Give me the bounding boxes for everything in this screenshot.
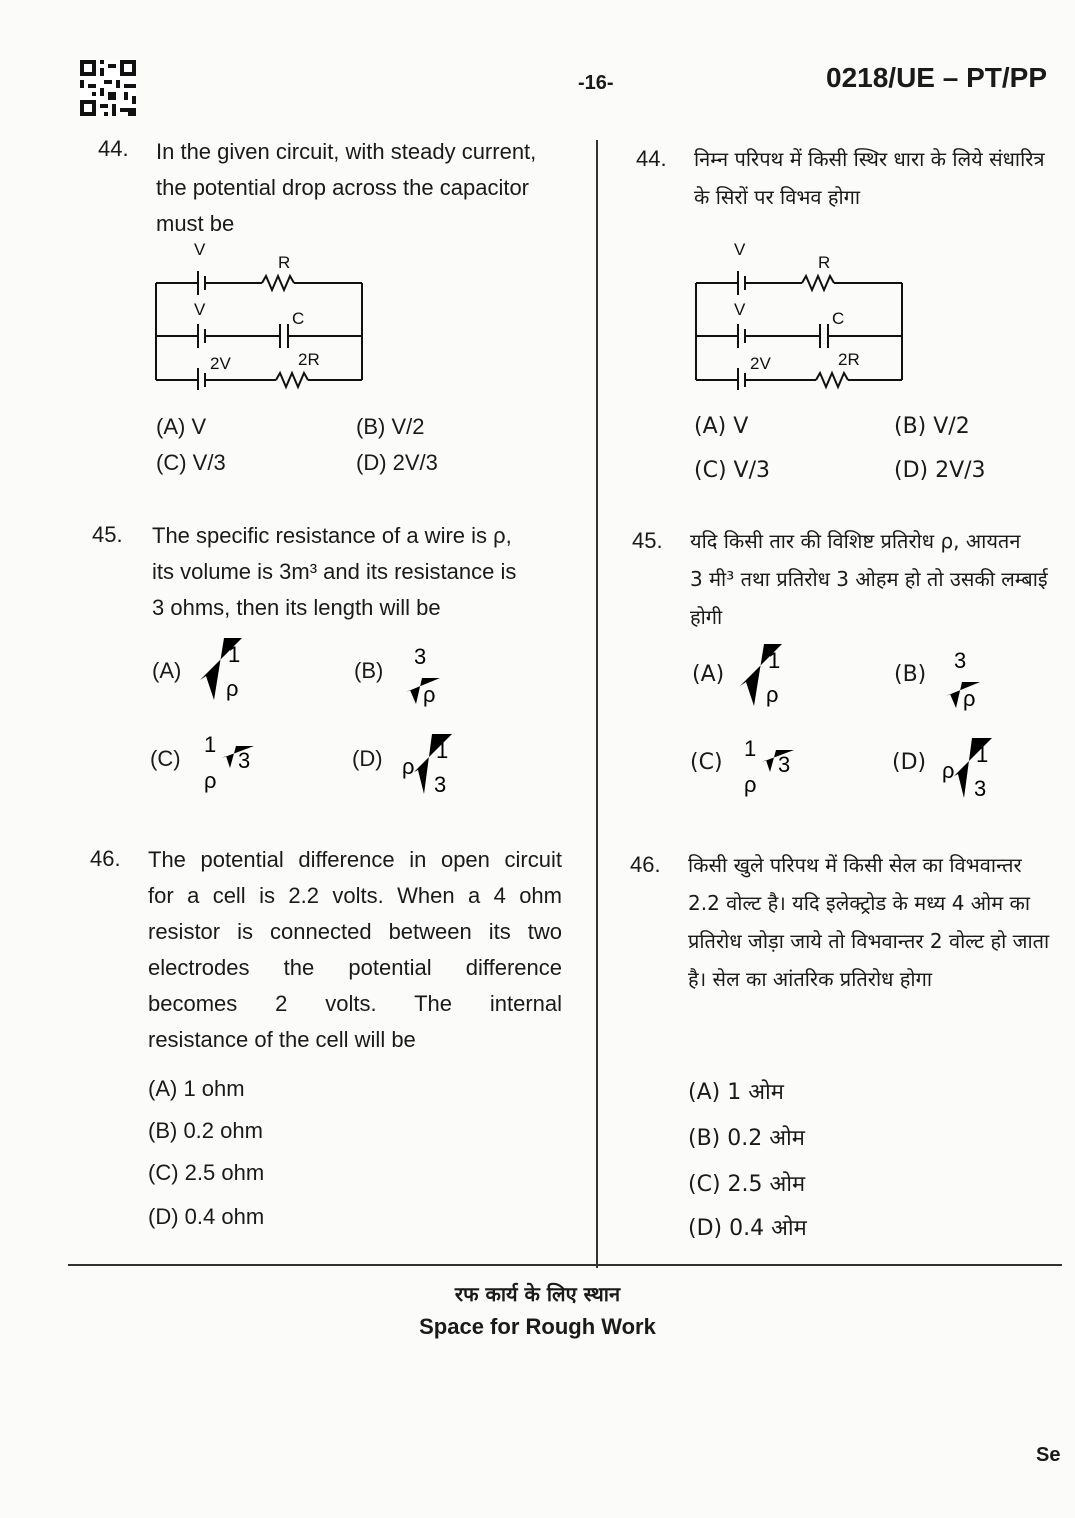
label-bot-r: 2R bbox=[298, 350, 320, 369]
label-bot-r: 2R bbox=[838, 350, 860, 369]
label-top-v: V bbox=[734, 240, 746, 259]
option-d[interactable]: (D) bbox=[352, 746, 383, 771]
question-number: 45. bbox=[92, 522, 123, 547]
question-line: 2.2 वोल्ट है। यदि इलेक्ट्रोड के मध्य 4 ओम का bbox=[688, 891, 1031, 915]
question-line: The specific resistance of a wire is ρ, bbox=[152, 523, 512, 548]
question-line: यदि किसी तार की विशिष्ट प्रतिरोध ρ, आयतन bbox=[690, 529, 1021, 553]
formula-3-over-sqrt-rho bbox=[940, 644, 990, 714]
numerator: 1 bbox=[228, 642, 241, 667]
numerator: 3 bbox=[954, 648, 967, 673]
question-line: के सिरों पर विभव होगा bbox=[694, 185, 861, 209]
option-a[interactable]: (A) bbox=[692, 662, 725, 687]
denominator: ρ bbox=[204, 768, 217, 793]
formula-3-over-sqrt-rho bbox=[400, 640, 450, 710]
numerator: 3 bbox=[414, 644, 427, 669]
column-divider bbox=[596, 140, 598, 1268]
question-46-text bbox=[688, 846, 1066, 998]
numerator: 1 bbox=[744, 736, 757, 761]
question-number: 46. bbox=[90, 846, 121, 871]
question-line: 3 मी³ तथा प्रतिरोध 3 ओहम हो तो उसकी लम्बाई bbox=[690, 567, 1048, 591]
circuit-diagram bbox=[150, 238, 370, 390]
question-line: for a cell is 2.2 volts. When a 4 ohm bbox=[148, 883, 562, 908]
denominator: 3 bbox=[434, 772, 447, 797]
question-line: resistor is connected between its two bbox=[148, 919, 562, 944]
page-corner-text: Se bbox=[1036, 1444, 1061, 1466]
label-mid-v: V bbox=[734, 300, 746, 319]
option-b[interactable]: (B) V/2 bbox=[894, 414, 970, 439]
question-line: निम्न परिपथ में किसी स्थिर धारा के लिये संधारित्र bbox=[694, 147, 1045, 171]
option-a[interactable]: (A) bbox=[152, 658, 182, 683]
numerator: 1 bbox=[976, 742, 989, 767]
question-line: resistance of the cell will be bbox=[148, 1027, 416, 1052]
page-number: -16- bbox=[578, 72, 614, 94]
question-45-text bbox=[152, 518, 572, 626]
denominator: 3 bbox=[974, 776, 987, 801]
question-44-text bbox=[156, 134, 576, 242]
denominator: ρ bbox=[423, 682, 436, 707]
option-a[interactable]: (A) V bbox=[694, 414, 749, 439]
option-d[interactable]: (D) 0.4 ओम bbox=[688, 1216, 807, 1241]
option-b[interactable]: (B) V/2 bbox=[356, 414, 425, 439]
option-b[interactable]: (B) 0.2 ohm bbox=[148, 1118, 263, 1143]
question-number: 46. bbox=[630, 852, 661, 877]
radicand: 3 bbox=[238, 748, 251, 773]
denominator: ρ bbox=[963, 686, 976, 711]
option-d[interactable]: (D) bbox=[892, 750, 927, 775]
formula-rho-sqrt-1-over-3 bbox=[400, 730, 460, 802]
label-mid-c: C bbox=[832, 309, 845, 328]
question-line: किसी खुले परिपथ में किसी सेल का विभवान्तर bbox=[688, 853, 1022, 877]
option-c[interactable]: (C) 2.5 ओम bbox=[688, 1172, 806, 1197]
question-line: the potential drop across the capacitor bbox=[156, 175, 530, 200]
label-mid-v: V bbox=[194, 300, 206, 319]
paper-code: 0218/UE – PT/PP bbox=[826, 62, 1048, 93]
footer-divider bbox=[68, 1264, 1062, 1266]
question-line: है। सेल का आंतरिक प्रतिरोध होगा bbox=[688, 967, 933, 991]
formula-sqrt-1-over-rho bbox=[196, 634, 246, 706]
option-c[interactable]: (C) V/3 bbox=[156, 450, 226, 475]
label-bot-v: 2V bbox=[210, 354, 231, 373]
formula-root3-over-rho bbox=[736, 734, 806, 804]
label-top-v: V bbox=[194, 240, 206, 259]
formula-sqrt-1-over-rho bbox=[736, 640, 786, 712]
option-b[interactable]: (B) 0.2 ओम bbox=[688, 1126, 805, 1151]
circuit-diagram bbox=[690, 238, 910, 390]
option-b[interactable]: (B) bbox=[894, 662, 927, 687]
question-45-text bbox=[690, 522, 1066, 636]
question-number: 44. bbox=[98, 136, 129, 161]
numerator: 1 bbox=[768, 648, 781, 673]
denominator: ρ bbox=[744, 772, 757, 797]
question-line: होगी bbox=[690, 605, 723, 629]
radicand: 3 bbox=[778, 752, 791, 777]
qr-code-icon bbox=[80, 60, 136, 116]
option-a[interactable]: (A) 1 ohm bbox=[148, 1076, 245, 1101]
numerator: 1 bbox=[436, 738, 449, 763]
rough-work-hindi: रफ कार्य के लिए स्थान bbox=[454, 1282, 621, 1306]
question-46-text bbox=[148, 842, 562, 1058]
question-44-text bbox=[694, 140, 1066, 216]
option-a[interactable]: (A) 1 ओम bbox=[688, 1080, 784, 1105]
question-line: The potential difference in open circuit bbox=[148, 847, 562, 872]
label-mid-c: C bbox=[292, 309, 305, 328]
option-d[interactable]: (D) 2V/3 bbox=[356, 450, 438, 475]
question-line: its volume is 3m³ and its resistance is bbox=[152, 559, 517, 584]
denominator: ρ bbox=[766, 682, 779, 707]
rough-work-english: Space for Rough Work bbox=[419, 1314, 656, 1339]
option-c[interactable]: (C) V/3 bbox=[694, 458, 770, 483]
option-d[interactable]: (D) 2V/3 bbox=[894, 458, 986, 483]
option-d[interactable]: (D) 0.4 ohm bbox=[148, 1204, 265, 1229]
option-c[interactable]: (C) bbox=[690, 750, 723, 775]
coefficient: ρ bbox=[402, 754, 415, 779]
numerator: 1 bbox=[204, 732, 217, 757]
option-a[interactable]: (A) V bbox=[156, 414, 207, 439]
label-top-r: R bbox=[818, 253, 831, 272]
coefficient: ρ bbox=[942, 758, 955, 783]
question-number: 44. bbox=[636, 146, 667, 171]
label-bot-v: 2V bbox=[750, 354, 771, 373]
option-b[interactable]: (B) bbox=[354, 658, 384, 683]
question-line: must be bbox=[156, 211, 235, 236]
question-line: In the given circuit, with steady current, bbox=[156, 139, 537, 164]
label-top-r: R bbox=[278, 253, 291, 272]
option-c[interactable]: (C) 2.5 ohm bbox=[148, 1160, 265, 1185]
question-number: 45. bbox=[632, 528, 663, 553]
option-c[interactable]: (C) bbox=[150, 746, 181, 771]
formula-root3-over-rho bbox=[196, 730, 266, 800]
question-line: प्रतिरोध जोड़ा जाये तो विभवान्तर 2 वोल्ट हो जाता bbox=[688, 929, 1050, 953]
question-line: 3 ohms, then its length will be bbox=[152, 595, 441, 620]
formula-rho-sqrt-1-over-3 bbox=[940, 734, 1000, 806]
question-line: becomes 2 volts. The internal bbox=[148, 991, 562, 1016]
denominator: ρ bbox=[226, 676, 239, 701]
question-line: electrodes the potential difference bbox=[148, 955, 562, 980]
